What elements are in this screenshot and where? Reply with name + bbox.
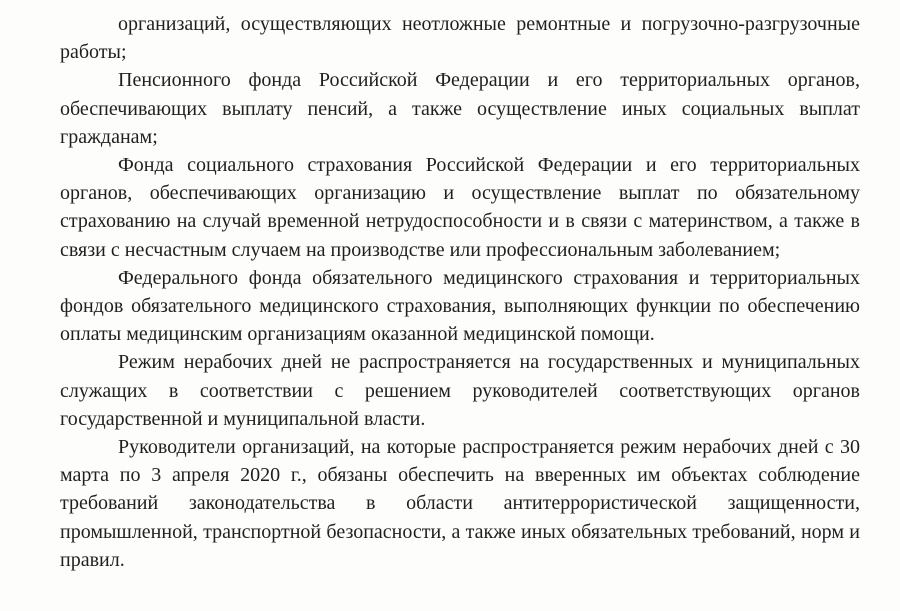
paragraph-social-insurance-fund: Фонда социального страхования Российской Федерации и его территориальных органов, обеспечивающих организацию и осуществление выплат по обязательному страхованию на случай временной нетрудоспособности и в связи с материнством, а также в связи с несчастным случаем на производстве или профессиональным заболеванием; [60, 154, 860, 261]
paragraph-medical-insurance-fund: Федерального фонда обязательного медицинского страхования и территориальных фондов обязательного медицинского страхования, выполняющих функции по обеспечению оплаты медицинским организациям оказанной медицинской помощи. [60, 266, 860, 346]
paragraph-repair-organizations: организаций, осуществляющих неотложные ремонтные и погрузочно-разгрузочные работы; [60, 13, 860, 64]
paragraph-civil-servants: Режим нерабочих дней не распространяется на государственных и муниципальных служащих в соответствии с решением руководителей соответствующих органов государственной и муниципальной власти. [60, 351, 860, 430]
paragraph-heads-of-organizations: Руководители организаций, на которые распространяется режим нерабочих дней с 30 марта по 3 апреля 2020 г., обязаны обеспечить на вверенных им объектах соблюдение требований законодательства в области антитеррористической защищенности, промышленной, транспортной безопасности, а также иных обязательных требований, норм и правил. [60, 436, 860, 571]
document-body [60, 10, 860, 574]
paragraph-pension-fund: Пенсионного фонда Российской Федерации и его территориальных органов, обеспечивающих выплату пенсий, а также осуществление иных социальных выплат гражданам; [60, 69, 860, 148]
